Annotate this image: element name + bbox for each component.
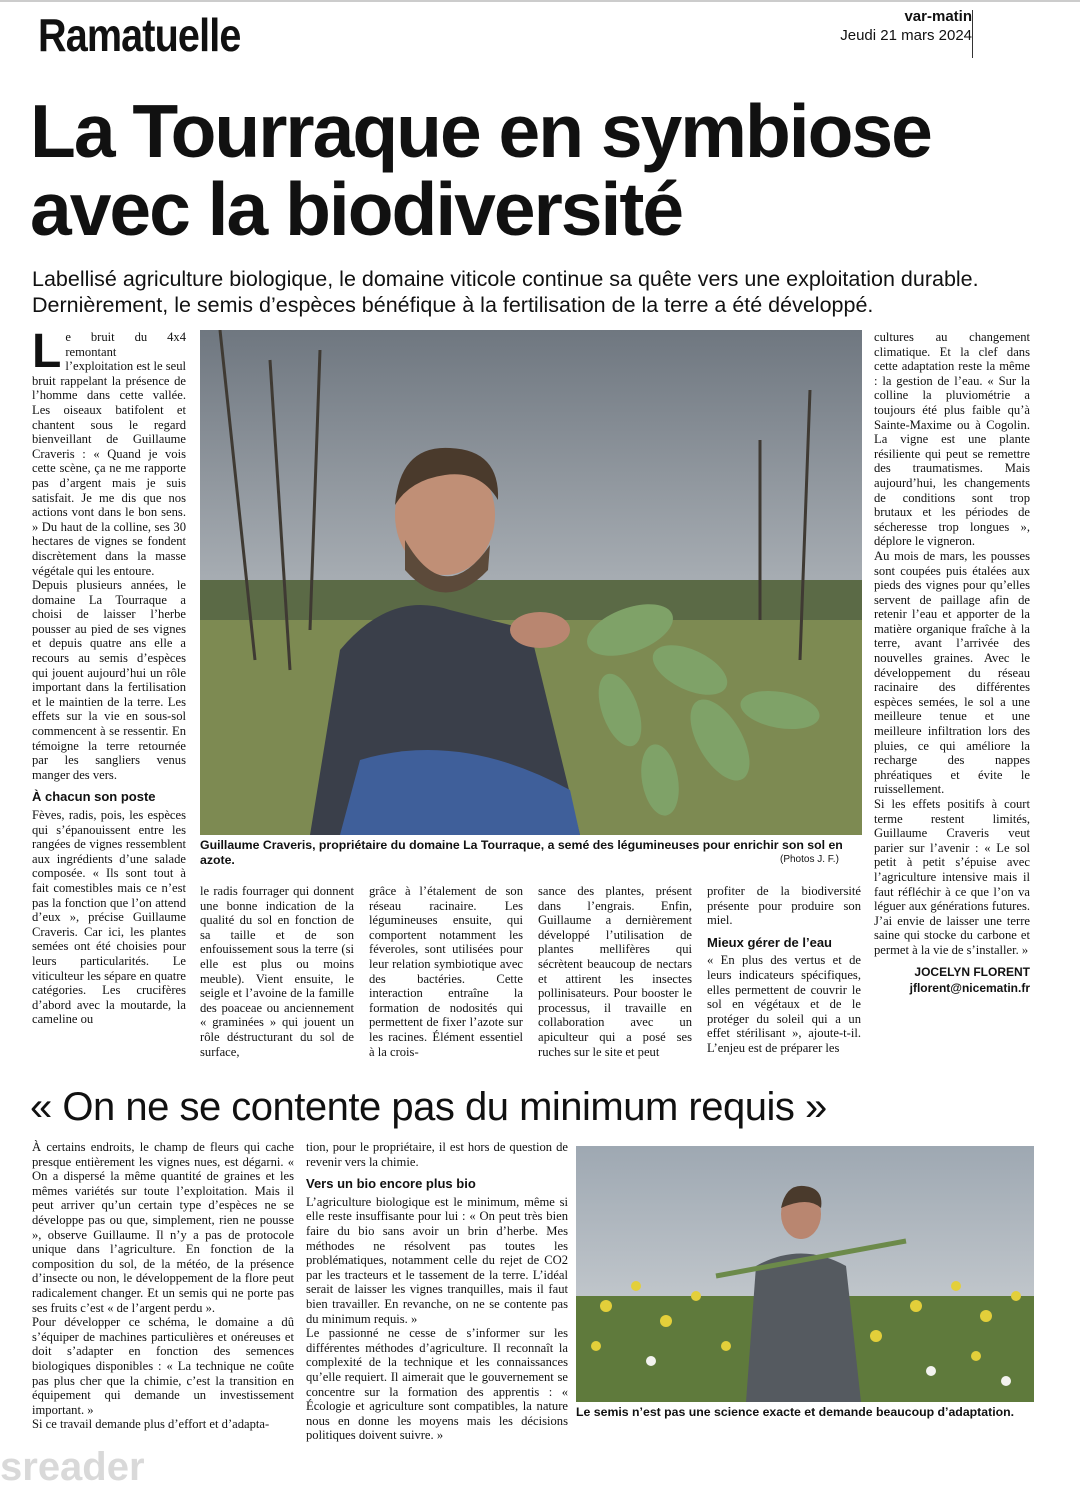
article-column-3 [369,884,523,1059]
secondary-photo-caption: Le semis n’est pas une science exacte et demande beaucoup d’adaptation. [576,1405,1015,1419]
headline-line-2: avec la biodiversité [30,167,683,251]
watermark: sreader [0,1445,145,1489]
col1-paragraph-1: e bruit du 4x4 remontant l’exploitation est le seul bruit rappelant la présence de l’homme dans cette vallée. Les oiseaux batifolent et chantent sous le regard bienveillant de Guillaume Craveris : « Quand je vois cette scène, ça ne me rapporte pas d’argent mais je suis satisfait. Je me dis que nos actions vont dans le bon sens. » Du haut de la colline, ses 30 hectares de vignes se fondent discrètement dans la masse végétale qui les entoure. [32,330,186,578]
byline [874,964,1030,996]
subheading-mieux-gerer-eau: Mieux gérer de l’eau [707,934,832,950]
subheading-chacun-son-poste: À chacun son poste [32,789,156,805]
article-column-2 [200,884,354,1059]
section-rubric: Ramatuelle [38,9,241,61]
author-email: jflorent@nicematin.fr [909,980,1030,995]
col1-paragraph-2: Depuis plusieurs années, le domaine La Tourraque a choisi de laisser l’herbe pousser au pied de ses vignes et depuis quatre ans elle a recours au semis d’espèces qui jouent aujourd’hui un rôle important dans la fertilisation et le maintien de la terre. Les effets sur la vie en sous-sol commencent à se ressentir. En témoigne la terre retournée par les sangliers venus manger des vers. [32,578,186,782]
farmer-with-plants-photo [200,330,862,835]
farmer-in-flower-field-photo [576,1146,1034,1402]
sidebar-a-paragraph-3: Si ce travail demande plus d’effort et d’adapta- [32,1417,270,1432]
masthead [840,8,972,46]
main-photo-caption: Guillaume Craveris, propriétaire du domaine La Tourraque, a semé des légumineuses pour enrichir son sol en azote. [200,838,843,867]
drop-cap: L [32,325,62,378]
col2-paragraph: le radis fourrager qui donnent une bonne indication de la qualité du sol en fonction de sa taille et de son enfouissement sous la terre (si elle est plus ou moins meuble). Vient ensuite, le seigle et l’avoine de la famille des poaceae ou anciennement « graminées » qui jouent un rôle déstructurant du sol de surface, [200,884,354,1059]
col6-paragraph-1: cultures au changement climatique. Et la clef dans cette adaptation reste la même : la gestion de l’eau. « Sur la colline la pluviométrie a toujours été plus faible qu’à Sainte-Maxime ou à Cogolin. La vigne est une plante résiliente qui peut se remettre des traumatismes. Mais aujourd’hui, les changements de conditions sont trop brutaux et les périodes de sécheresse trop longues », déplore le vigneron. [874,330,1030,549]
col5-paragraph-1: profiter de la biodiversité présente pour produire son miel. [707,884,861,928]
main-photo [200,330,862,835]
article-column-1 [32,325,186,1027]
sidebar-a-paragraph-2: Pour développer ce schéma, le domaine a dû s’équiper de machines particulières et onéreuses et doit s’adapter en fonction des semences biologiques disponibles : « La technique ne coûte pas plus cher que la chimie, c’est la transition en équipement qui demande un investissement important. » [32,1315,294,1417]
sidebar-column-b [306,1140,568,1443]
col4-paragraph: sance des plantes, présent dans l’engrais. Enfin, Guillaume a dernièrement développé l’utilisation de plantes mellifères qui sécrètent beaucoup de nectars et attirent les insectes pollinisateurs. Pour booster le processus, il travaille en collaboration avec un apiculteur qui a posé ses ruches sur le site et peut [538,884,692,1059]
article-column-4 [538,884,692,1059]
headline-line-1: La Tourraque en symbiose [30,89,931,173]
article-column-5 [707,884,861,1056]
paper-name: var-matin [904,8,972,25]
masthead-rule [972,10,973,58]
col3-paragraph: grâce à l’étalement de son réseau racinaire. Les légumineuses ensuite, qui comportent notamment les féveroles, sont utilisées pour leur relation symbiotique avec des bactéries. Cette interaction entraîne la formation de nodosités qui permettent de fixer l’azote sur les racines. Élément essentiel à la crois- [369,884,523,1059]
photo-credit: (Photos J. F.) [780,854,839,865]
subheading-bio-plus-bio: Vers un bio encore plus bio [306,1176,476,1192]
article-headline [30,89,1050,251]
secondary-photo [576,1146,1034,1402]
sidebar-a-paragraph-1: À certains endroits, le champ de fleurs qui cache presque entièrement les vignes nues, est dégarni. « On a dispersé la même quantité de graines et les mêmes variétés sur toute l’exploitation. Mais il peut arriver qu’un certain type d’espèces ne se développe pas ou que, simplement, rien ne pousse », observe Guillaume. Il n’y a pas de protocole unique dans l’agriculture. En fonction de la composition du sol, de la météo, de la présence d’insecte ou non, le développement de la flore peut radicalement changer. Et un semis qui ne porte pas ses fruits c’est « de l’argent perdu ». [32,1140,294,1315]
col5-paragraph-2: « En plus des vertus et de leurs indicateurs spécifiques, elles permettent de couvrir le sol en végétaux et de le protéger du soleil qui a un effet stérilisant », ajoute-t-il. L’enjeu est de préparer les [707,953,861,1055]
article-lead: Labellisé agriculture biologique, le domaine viticole continue sa quête vers une exploitation durable. Dernièrement, le semis d’espèces bénéfique à la fertilisation de la terre a été développé. [32,267,979,317]
sidebar-b-paragraph-1: tion, pour le propriétaire, il est hors de question de revenir vers la chimie. [306,1140,568,1169]
issue-date: Jeudi 21 mars 2024 [840,26,972,44]
col1-paragraph-3: Fèves, radis, pois, les espèces qui s’épanouissent entre les rangées de vignes ressemblent aux ingrédients d’une salade composée. « Ils sont tout à fait comestibles mais ce n’est pas la fonction que l’on attend d’eux », précise Guillaume Craveris. Car ici, les plantes semées ont été choisies pour leurs particularités. Le viticulteur les sépare en quatre catégories. Les crucifères d’abord avec la moutarde, la cameline ou [32,808,186,1027]
col6-paragraph-3: Si les effets positifs à court terme restent limités, Guillaume Craveris veut parier sur l’avenir : « Le sol petit à petit s’épuise avec l’agriculture intensive mais il faut réfléchir à ce que l’on va léguer aux générations futures. J’ai envie de laisser une terre saine qui stocke du carbone et permet à la vie de s’installer. » [874,797,1030,957]
sidebar-b-paragraph-3: Le passionné ne cesse de s’informer sur les différentes méthodes d’agriculture. Il reconnaît la complexité de la technique et les connaissances qu’elle requiert. Il aimerait que le gouvernement se concentre sur la formation des apprentis : « Écologie et agriculture sont compatibles, la nature nous en donne les moyens mais les décisions politiques doivent suivre. » [306,1326,568,1443]
sidebar-b-paragraph-2: L’agriculture biologique est le minimum, même si elle reste insuffisante pour lui : « On peut très bien faire du bio sans avoir un brin d’herbe. Mes méthodes ne résolvent pas toutes les problématiques, notamment celle du rejet de CO2 par les tracteurs et le tassement de la terre. L’idéal serait de laisser les vignes tranquilles, mais il faut bien travailler. En revanche, on ne se contente pas du minimum requis. » [306,1194,568,1326]
col6-paragraph-2: Au mois de mars, les pousses sont coupées puis étalées aux pieds des vignes pour qu’elles servent de paillage afin de retenir l’eau et apporter de la matière organique fraîche à la terre, avant l’arrivée des nouvelles graines. Avec le développement du réseau racinaire des différentes espèces semées, le sol a une meilleure tenue et une meilleure infiltration lors des pluies, ce qui améliore la recharge des nappes phréatiques et évite le ruissellement. [874,548,1030,797]
sidebar-column-a [32,1140,294,1432]
sidebar-headline: « On ne se contente pas du minimum requis » [30,1085,827,1129]
article-column-6 [874,330,1030,996]
top-rule [0,0,1080,2]
author-name: JOCELYN FLORENT [914,964,1030,979]
